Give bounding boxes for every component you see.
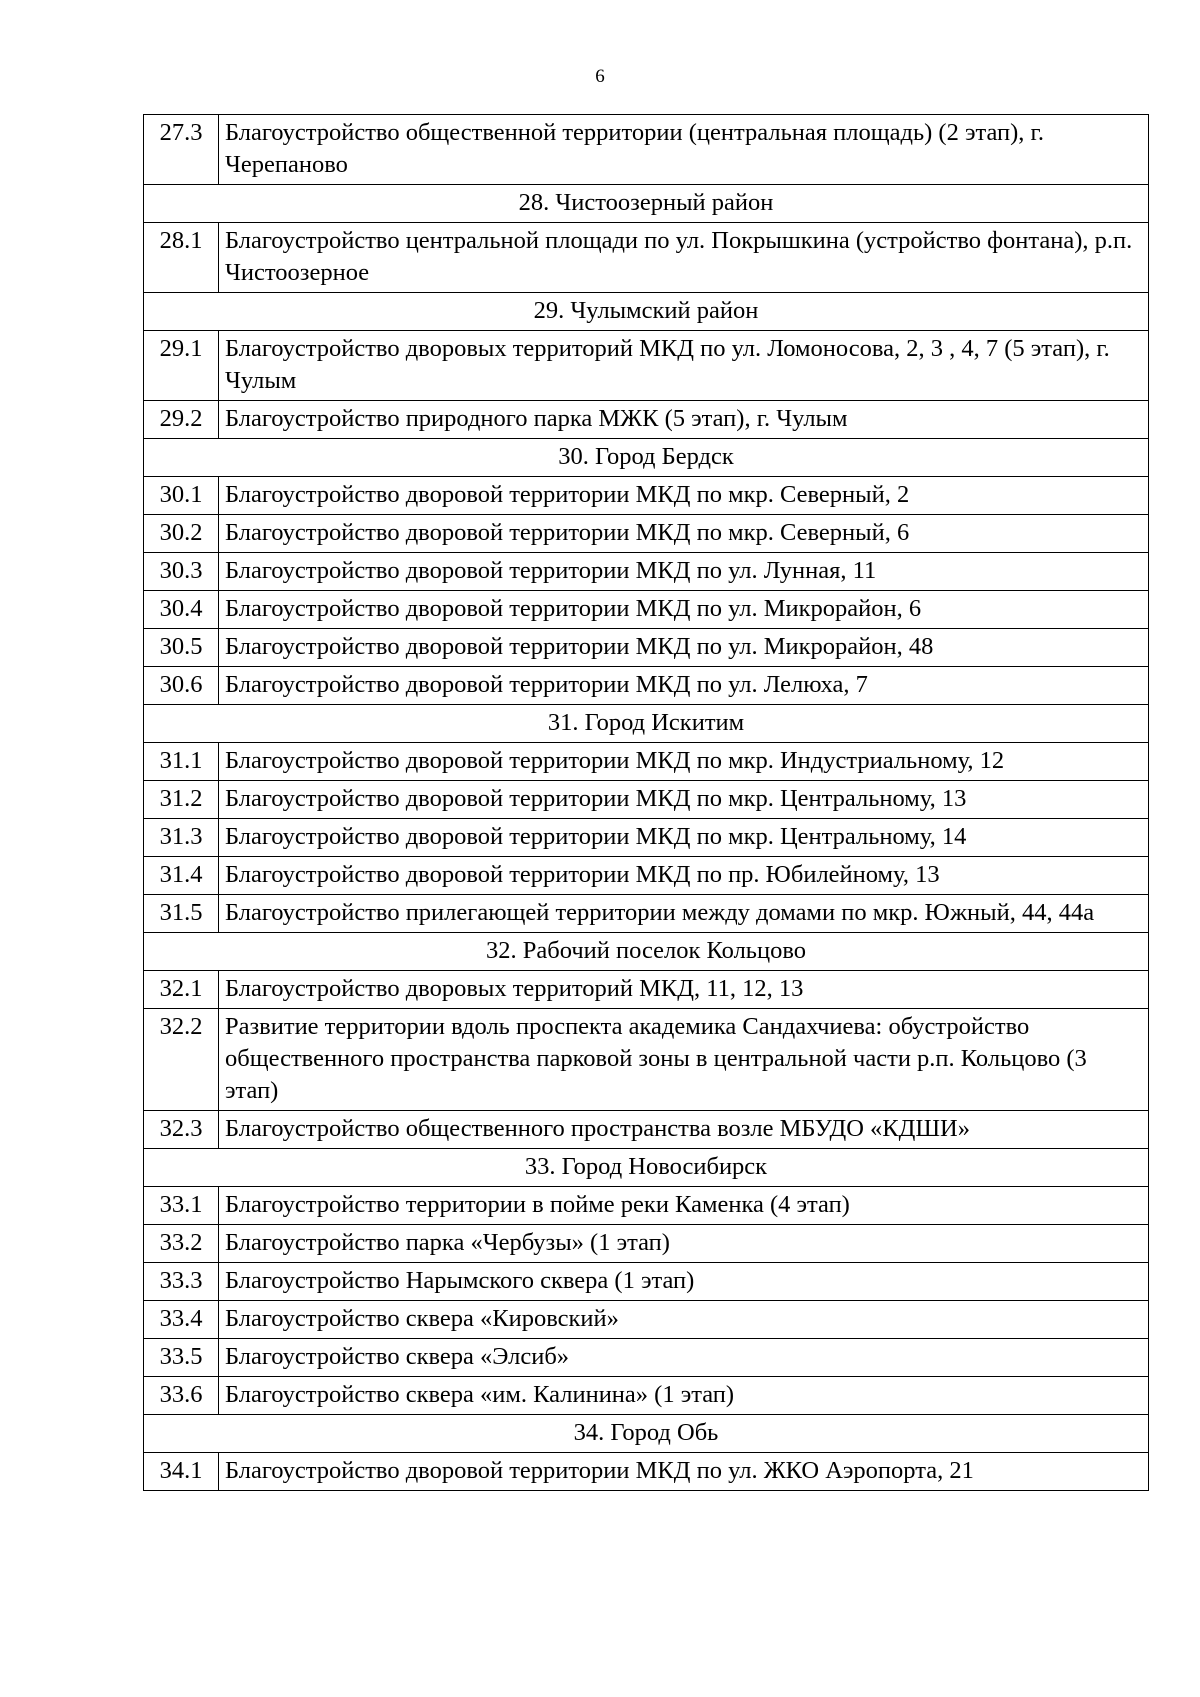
item-description: Благоустройство дворовой территории МКД по ул. Лелюха, 7 bbox=[219, 667, 1149, 705]
item-number: 30.1 bbox=[144, 477, 219, 515]
item-description: Благоустройство дворовых территорий МКД по ул. Ломоносова, 2, 3 , 4, 7 (5 этап), г. Чулым bbox=[219, 331, 1149, 401]
item-description: Благоустройство природного парка МЖК (5 этап), г. Чулым bbox=[219, 401, 1149, 439]
item-description: Благоустройство Нарымского сквера (1 этап) bbox=[219, 1263, 1149, 1301]
item-number: 29.2 bbox=[144, 401, 219, 439]
table-row bbox=[144, 629, 1149, 667]
improvement-plan-table bbox=[143, 114, 1149, 1491]
item-number: 31.5 bbox=[144, 895, 219, 933]
section-header-row bbox=[144, 1415, 1149, 1453]
item-number: 32.1 bbox=[144, 971, 219, 1009]
table-row bbox=[144, 1187, 1149, 1225]
item-number: 30.4 bbox=[144, 591, 219, 629]
section-title: 34. Город Обь bbox=[144, 1415, 1149, 1453]
item-number: 33.2 bbox=[144, 1225, 219, 1263]
item-description: Развитие территории вдоль проспекта академика Сандахчиева: обустройство общественного пространства парковой зоны в центральной части р.п. Кольцово (3 этап) bbox=[219, 1009, 1149, 1111]
item-description: Благоустройство дворовой территории МКД по ул. Микрорайон, 48 bbox=[219, 629, 1149, 667]
table-row bbox=[144, 1111, 1149, 1149]
item-number: 27.3 bbox=[144, 115, 219, 185]
item-description: Благоустройство дворовой территории МКД по мкр. Индустриальному, 12 bbox=[219, 743, 1149, 781]
table-row bbox=[144, 819, 1149, 857]
table-row bbox=[144, 401, 1149, 439]
table-row bbox=[144, 553, 1149, 591]
section-title: 33. Город Новосибирск bbox=[144, 1149, 1149, 1187]
item-description: Благоустройство дворовой территории МКД по мкр. Северный, 2 bbox=[219, 477, 1149, 515]
item-description: Благоустройство общественного пространства возле МБУДО «КДШИ» bbox=[219, 1111, 1149, 1149]
section-title: 29. Чулымский район bbox=[144, 293, 1149, 331]
table-row bbox=[144, 331, 1149, 401]
item-number: 33.6 bbox=[144, 1377, 219, 1415]
item-number: 33.5 bbox=[144, 1339, 219, 1377]
item-description: Благоустройство дворовой территории МКД по ул. ЖКО Аэропорта, 21 bbox=[219, 1453, 1149, 1491]
table-row bbox=[144, 1377, 1149, 1415]
item-description: Благоустройство дворовой территории МКД по мкр. Центральному, 13 bbox=[219, 781, 1149, 819]
item-description: Благоустройство дворовой территории МКД по ул. Лунная, 11 bbox=[219, 553, 1149, 591]
item-number: 33.4 bbox=[144, 1301, 219, 1339]
table-row bbox=[144, 1339, 1149, 1377]
item-description: Благоустройство центральной площади по ул. Покрышкина (устройство фонтана), р.п. Чистоозерное bbox=[219, 223, 1149, 293]
item-number: 30.2 bbox=[144, 515, 219, 553]
table-row bbox=[144, 1301, 1149, 1339]
item-number: 33.3 bbox=[144, 1263, 219, 1301]
section-title: 31. Город Искитим bbox=[144, 705, 1149, 743]
section-header-row bbox=[144, 439, 1149, 477]
item-number: 31.2 bbox=[144, 781, 219, 819]
table-row bbox=[144, 1263, 1149, 1301]
section-header-row bbox=[144, 933, 1149, 971]
item-number: 30.3 bbox=[144, 553, 219, 591]
table-row bbox=[144, 223, 1149, 293]
section-title: 32. Рабочий поселок Кольцово bbox=[144, 933, 1149, 971]
item-number: 30.6 bbox=[144, 667, 219, 705]
table-row bbox=[144, 1009, 1149, 1111]
item-description: Благоустройство сквера «им. Калинина» (1 этап) bbox=[219, 1377, 1149, 1415]
item-description: Благоустройство дворовой территории МКД по ул. Микрорайон, 6 bbox=[219, 591, 1149, 629]
table-row bbox=[144, 667, 1149, 705]
item-description: Благоустройство территории в пойме реки Каменка (4 этап) bbox=[219, 1187, 1149, 1225]
item-description: Благоустройство дворовой территории МКД по пр. Юбилейному, 13 bbox=[219, 857, 1149, 895]
item-description: Благоустройство дворовых территорий МКД, 11, 12, 13 bbox=[219, 971, 1149, 1009]
table-row bbox=[144, 515, 1149, 553]
item-description: Благоустройство сквера «Элсиб» bbox=[219, 1339, 1149, 1377]
table-row bbox=[144, 781, 1149, 819]
item-description: Благоустройство прилегающей территории между домами по мкр. Южный, 44, 44а bbox=[219, 895, 1149, 933]
table-row bbox=[144, 1453, 1149, 1491]
item-number: 34.1 bbox=[144, 1453, 219, 1491]
section-header-row bbox=[144, 185, 1149, 223]
table-row bbox=[144, 591, 1149, 629]
item-number: 31.4 bbox=[144, 857, 219, 895]
item-description: Благоустройство парка «Чербузы» (1 этап) bbox=[219, 1225, 1149, 1263]
item-number: 33.1 bbox=[144, 1187, 219, 1225]
section-header-row bbox=[144, 1149, 1149, 1187]
item-description: Благоустройство общественной территории (центральная площадь) (2 этап), г. Черепаново bbox=[219, 115, 1149, 185]
item-number: 32.2 bbox=[144, 1009, 219, 1111]
item-description: Благоустройство дворовой территории МКД по мкр. Северный, 6 bbox=[219, 515, 1149, 553]
table-row bbox=[144, 971, 1149, 1009]
table-row bbox=[144, 743, 1149, 781]
section-title: 30. Город Бердск bbox=[144, 439, 1149, 477]
item-description: Благоустройство дворовой территории МКД по мкр. Центральному, 14 bbox=[219, 819, 1149, 857]
section-header-row bbox=[144, 705, 1149, 743]
section-header-row bbox=[144, 293, 1149, 331]
item-number: 32.3 bbox=[144, 1111, 219, 1149]
table-row bbox=[144, 1225, 1149, 1263]
page-number: 6 bbox=[595, 66, 605, 87]
item-number: 28.1 bbox=[144, 223, 219, 293]
item-number: 31.1 bbox=[144, 743, 219, 781]
plan-table-body bbox=[144, 115, 1149, 1491]
table-row bbox=[144, 895, 1149, 933]
table-row bbox=[144, 477, 1149, 515]
item-description: Благоустройство сквера «Кировский» bbox=[219, 1301, 1149, 1339]
item-number: 29.1 bbox=[144, 331, 219, 401]
item-number: 30.5 bbox=[144, 629, 219, 667]
section-title: 28. Чистоозерный район bbox=[144, 185, 1149, 223]
item-number: 31.3 bbox=[144, 819, 219, 857]
table-row bbox=[144, 115, 1149, 185]
table-row bbox=[144, 857, 1149, 895]
